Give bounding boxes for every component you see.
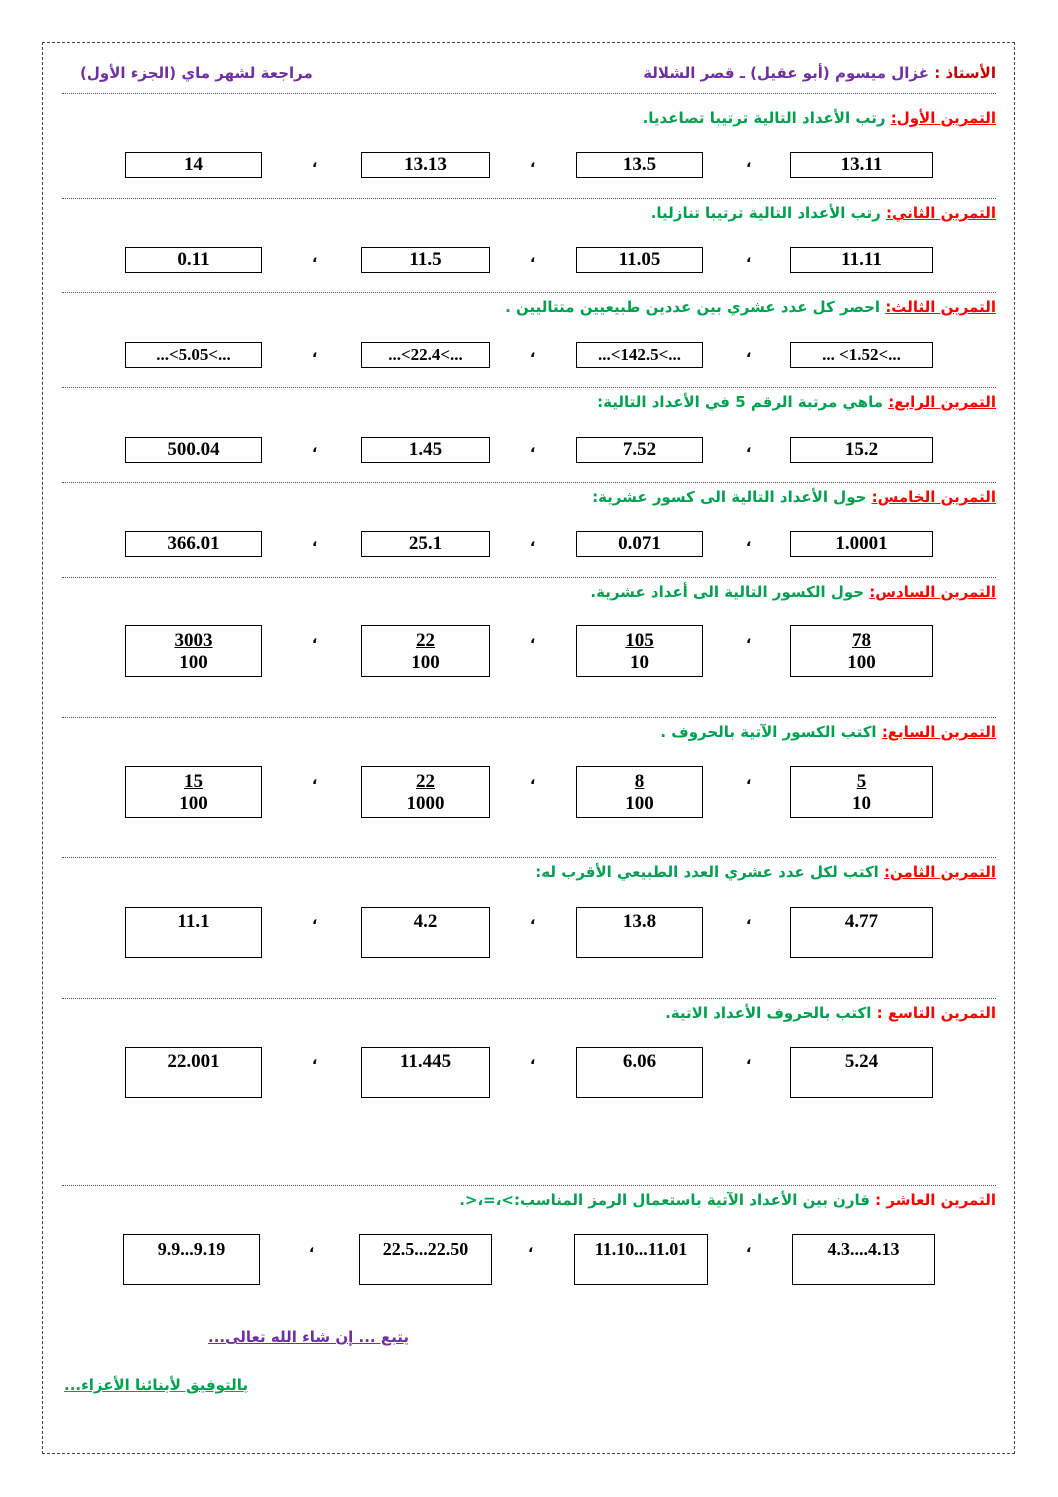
- answer-box: 4.77: [790, 907, 933, 958]
- answer-box: 366.01: [125, 531, 262, 557]
- exercise-7-title: [660, 723, 996, 741]
- section-separator: [62, 387, 996, 388]
- comma-separator: ،: [312, 772, 318, 788]
- comma-separator: ،: [746, 1240, 752, 1256]
- comma-separator: ،: [312, 155, 318, 171]
- denominator: 100: [179, 793, 208, 814]
- continue-note: يتبع ... إن شاء الله تعالى...: [208, 1328, 409, 1346]
- fraction: [625, 771, 654, 815]
- exercise-instruction: اكتب لكل عدد عشري العدد الطبيعي الأقرب له:: [535, 863, 879, 881]
- fraction: [852, 771, 871, 815]
- comma-separator: ،: [312, 440, 318, 456]
- exercise-4-title: [597, 393, 996, 411]
- teacher-header: [643, 64, 996, 82]
- answer-box: 5.24: [790, 1047, 933, 1098]
- exercise-label: التمرين الخامس:: [871, 488, 996, 506]
- answer-box: 22.001: [125, 1047, 262, 1098]
- denominator: 100: [411, 652, 440, 673]
- denominator: 100: [625, 793, 654, 814]
- comma-separator: ،: [746, 250, 752, 266]
- exercise-instruction: رتب الأعداد التالية ترتيبا تصاعديا.: [642, 109, 886, 127]
- exercise-label: التمرين العاشر :: [875, 1191, 996, 1209]
- answer-box: 11.11: [790, 247, 933, 273]
- comma-separator: ،: [530, 440, 536, 456]
- section-separator: [62, 198, 996, 199]
- section-separator: [62, 292, 996, 293]
- exercise-instruction: اكتب بالحروف الأعداد الاتية.: [665, 1004, 872, 1022]
- comma-separator: ،: [746, 345, 752, 361]
- answer-box: 13.5: [576, 152, 703, 178]
- fraction-box: [125, 625, 262, 677]
- exercise-10-title: [459, 1191, 996, 1209]
- comma-separator: ،: [309, 1240, 315, 1256]
- answer-box: 22.5...22.50: [359, 1234, 492, 1285]
- answer-box: 500.04: [125, 437, 262, 463]
- fraction-box: [576, 625, 703, 677]
- numerator: 105: [625, 630, 654, 651]
- numerator: 8: [634, 771, 645, 792]
- comma-separator: ،: [746, 155, 752, 171]
- answer-box: 11.445: [361, 1047, 490, 1098]
- answer-box: 15.2: [790, 437, 933, 463]
- review-title: مراجعة لشهر ماي (الجزء الأول): [80, 64, 313, 82]
- exercise-label: التمرين الثامن:: [884, 863, 996, 881]
- comma-separator: ،: [530, 250, 536, 266]
- exercise-3-title: [505, 298, 996, 316]
- answer-box: 13.11: [790, 152, 933, 178]
- exercise-instruction: قارن بين الأعداد الآتية باستعمال الرمز المناسب:>،=،<.: [459, 1191, 870, 1209]
- fraction: [411, 630, 440, 674]
- fraction-box: [790, 625, 933, 677]
- denominator: 10: [852, 793, 871, 814]
- comma-separator: ،: [746, 534, 752, 550]
- section-separator: [62, 998, 996, 999]
- comma-separator: ،: [530, 534, 536, 550]
- comma-separator: ،: [746, 631, 752, 647]
- fraction: [407, 771, 445, 815]
- comma-separator: ،: [312, 631, 318, 647]
- exercise-label: التمرين السادس:: [869, 583, 996, 601]
- answer-box: ... <1.52<...: [790, 342, 933, 368]
- answer-box: 6.06: [576, 1047, 703, 1098]
- exercise-instruction: حول الأعداد التالية الى كسور عشرية:: [592, 488, 867, 506]
- exercise-6-title: [590, 583, 996, 601]
- exercise-label: التمرين السابع:: [881, 723, 996, 741]
- denominator: 10: [630, 652, 649, 673]
- comma-separator: ،: [312, 534, 318, 550]
- answer-box: ...<22.4<...: [361, 342, 490, 368]
- exercise-label: التمرين الثاني:: [886, 204, 996, 222]
- good-luck-note: بالتوفيق لأبنائنا الأعزاء...: [64, 1376, 249, 1394]
- exercise-2-title: [651, 204, 996, 222]
- fraction: [175, 630, 213, 674]
- answer-box: 9.9...9.19: [123, 1234, 260, 1285]
- exercise-5-title: [592, 488, 996, 506]
- denominator: 1000: [406, 793, 445, 814]
- fraction-box: [576, 766, 703, 818]
- exercise-label: التمرين الرابع:: [888, 393, 996, 411]
- fraction-box: [361, 766, 490, 818]
- answer-box: 1.45: [361, 437, 490, 463]
- comma-separator: ،: [312, 345, 318, 361]
- section-separator: [62, 577, 996, 578]
- answer-box: 7.52: [576, 437, 703, 463]
- comma-separator: ،: [530, 912, 536, 928]
- answer-box: 11.5: [361, 247, 490, 273]
- answer-box: ...<5.05<...: [125, 342, 262, 368]
- exercise-instruction: احصر كل عدد عشري بين عددين طبيعيين متتاليين .: [505, 298, 881, 316]
- exercise-instruction: حول الكسور التالية الى أعداد عشرية.: [590, 583, 865, 601]
- exercise-label: التمرين الثالث:: [885, 298, 996, 316]
- answer-box: 25.1: [361, 531, 490, 557]
- answer-box: 4.2: [361, 907, 490, 958]
- teacher-label: الأستاذ :: [934, 64, 996, 82]
- numerator: 22: [416, 771, 435, 792]
- numerator: 5: [856, 771, 867, 792]
- exercise-instruction: اكتب الكسور الآتية بالحروف .: [660, 723, 877, 741]
- fraction-box: [790, 766, 933, 818]
- section-separator: [62, 1185, 996, 1186]
- exercise-instruction: ماهي مرتبة الرقم 5 في الأعداد التالية:: [597, 393, 883, 411]
- exercise-label: التمرين الأول:: [890, 109, 996, 127]
- comma-separator: ،: [312, 250, 318, 266]
- comma-separator: ،: [530, 155, 536, 171]
- numerator: 22: [416, 630, 435, 651]
- answer-box: ...<142.5<...: [576, 342, 703, 368]
- answer-box: 1.0001: [790, 531, 933, 557]
- comma-separator: ،: [530, 1052, 536, 1068]
- comma-separator: ،: [746, 772, 752, 788]
- denominator: 100: [179, 652, 208, 673]
- section-separator: [62, 482, 996, 483]
- fraction-box: [125, 766, 262, 818]
- fraction: [179, 771, 208, 815]
- comma-separator: ،: [530, 631, 536, 647]
- fraction-box: [361, 625, 490, 677]
- comma-separator: ،: [312, 912, 318, 928]
- numerator: 3003: [174, 630, 213, 651]
- numerator: 15: [184, 771, 203, 792]
- section-separator: [62, 857, 996, 858]
- comma-separator: ،: [746, 1052, 752, 1068]
- comma-separator: ،: [746, 440, 752, 456]
- comma-separator: ،: [746, 912, 752, 928]
- exercise-1-title: [643, 109, 996, 127]
- answer-box: 13.8: [576, 907, 703, 958]
- fraction: [847, 630, 876, 674]
- fraction: [625, 630, 654, 674]
- exercise-instruction: رتب الأعداد التالية ترتيبا تنازليا.: [650, 204, 881, 222]
- answer-box: 0.11: [125, 247, 262, 273]
- exercise-9-title: [665, 1004, 996, 1022]
- exercise-8-title: [535, 863, 996, 881]
- exercise-label: التمرين التاسع :: [876, 1004, 996, 1022]
- comma-separator: ،: [528, 1240, 534, 1256]
- answer-box: 4.3....4.13: [792, 1234, 935, 1285]
- answer-box: 13.13: [361, 152, 490, 178]
- comma-separator: ،: [312, 1052, 318, 1068]
- answer-box: 11.05: [576, 247, 703, 273]
- header-separator: [62, 93, 996, 94]
- comma-separator: ،: [530, 772, 536, 788]
- teacher-name: غزال ميسوم (أبو عقيل) ـ قصر الشلالة: [643, 64, 930, 82]
- answer-box: 11.1: [125, 907, 262, 958]
- section-separator: [62, 717, 996, 718]
- comma-separator: ،: [530, 345, 536, 361]
- answer-box: 14: [125, 152, 262, 178]
- answer-box: 11.10...11.01: [574, 1234, 708, 1285]
- numerator: 78: [852, 630, 871, 651]
- denominator: 100: [847, 652, 876, 673]
- answer-box: 0.071: [576, 531, 703, 557]
